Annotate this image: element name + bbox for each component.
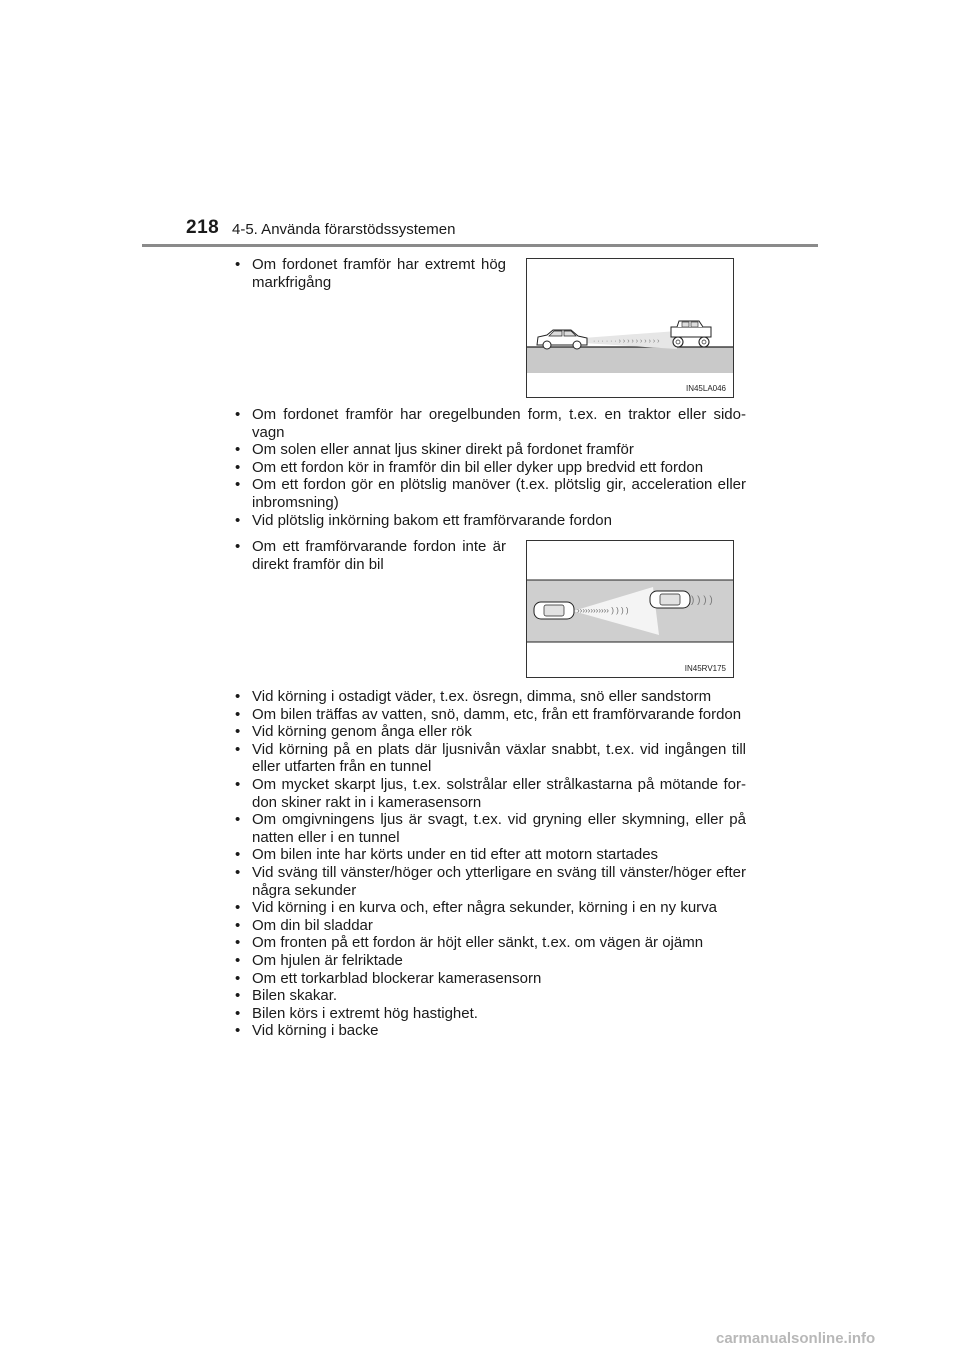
list-item: • Om mycket skarpt ljus, t.ex. solstrålar eller strålkastarna på mötande for-don skiner rakt in i kamerasensorn [234,776,746,811]
section-title: 4-5. Använda förarstödssystemen [232,221,456,238]
site-watermark: carmanualsonline.info [716,1330,876,1347]
offset-vehicle-illustration [527,541,733,677]
list-item: • Om ett fordon kör in framför din bil eller dyker upp bredvid ett fordon [234,459,746,477]
header-divider [142,244,818,247]
list-item: • Vid körning i en kurva och, efter några sekunder, körning i en ny kurva [234,899,746,917]
bullet-list-environment-conditions [234,688,746,1040]
list-item: • Om bilen inte har körts under en tid efter att motorn startades [234,846,746,864]
high-clearance-illustration [527,259,733,397]
list-item: • Om bilen träffas av vatten, snö, damm, etc, från ett framförvarande fordon [234,706,746,724]
own-car-icon [537,330,587,349]
list-item: • Vid körning på en plats där ljusnivån växlar snabbt, t.ex. vid ingången till eller utfarten från en tunnel [234,741,746,776]
list-item: • Om ett fordon gör en plötslig manöver (t.ex. plötslig gir, acceleration eller inbromsning) [234,476,746,511]
tall-vehicle-icon [671,321,711,347]
bullet-list-vehicle-conditions [234,406,746,529]
list-item: • Vid sväng till vänster/höger och ytterligare en sväng till vänster/höger efter några sekunder [234,864,746,899]
list-item: • Om solen eller annat ljus skiner direkt på fordonet framför [234,441,746,459]
bullet-list-ground-clearance [234,256,506,291]
figure-offset-vehicle [526,540,734,678]
page-number: 218 [186,217,220,238]
figure-code: IN45LA046 [685,384,726,393]
list-item: • Om fordonet framför har extremt hög markfrigång [234,256,506,291]
svg-text:· · · · · · › › › › › › › › ›: · · · · · · › › › › › › › › › › [593,338,660,345]
own-car-icon [534,602,574,619]
bullet-list-offset-vehicle [234,538,506,573]
list-item: • Vid körning i backe [234,1022,746,1040]
list-item: • Bilen skakar. [234,987,746,1005]
list-item: • Vid körning genom ånga eller rök [234,723,746,741]
list-item: • Om hjulen är felriktade [234,952,746,970]
list-item: • Bilen körs i extremt hög hastighet. [234,1005,746,1023]
list-item: • Vid körning i ostadigt väder, t.ex. ösregn, dimma, snö eller sandstorm [234,688,746,706]
list-item: • Om fordonet framför har oregelbunden form, t.ex. en traktor eller sido-vagn [234,406,746,441]
list-item: • Vid plötslig inkörning bakom ett framförvarande fordon [234,512,746,530]
list-item: • Om ett torkarblad blockerar kamerasensorn [234,970,746,988]
figure-high-clearance-vehicle [526,258,734,398]
list-item: • Om ett framförvarande fordon inte är direkt framför din bil [234,538,506,573]
list-item: • Om omgivningens ljus är svagt, t.ex. vid gryning eller skymning, eller på natten eller i en tunnel [234,811,746,846]
list-item: • Om fronten på ett fordon är höjt eller sänkt, t.ex. om vägen är ojämn [234,934,746,952]
leading-car-icon [650,591,690,608]
figure-code: IN45RV175 [684,664,726,673]
list-item: • Om din bil sladdar [234,917,746,935]
svg-text:›››››››››››› ) ) ) ): ›››››››››››› ) ) ) ) [577,606,629,615]
svg-text:) ) ) ): ) ) ) ) [691,595,713,606]
